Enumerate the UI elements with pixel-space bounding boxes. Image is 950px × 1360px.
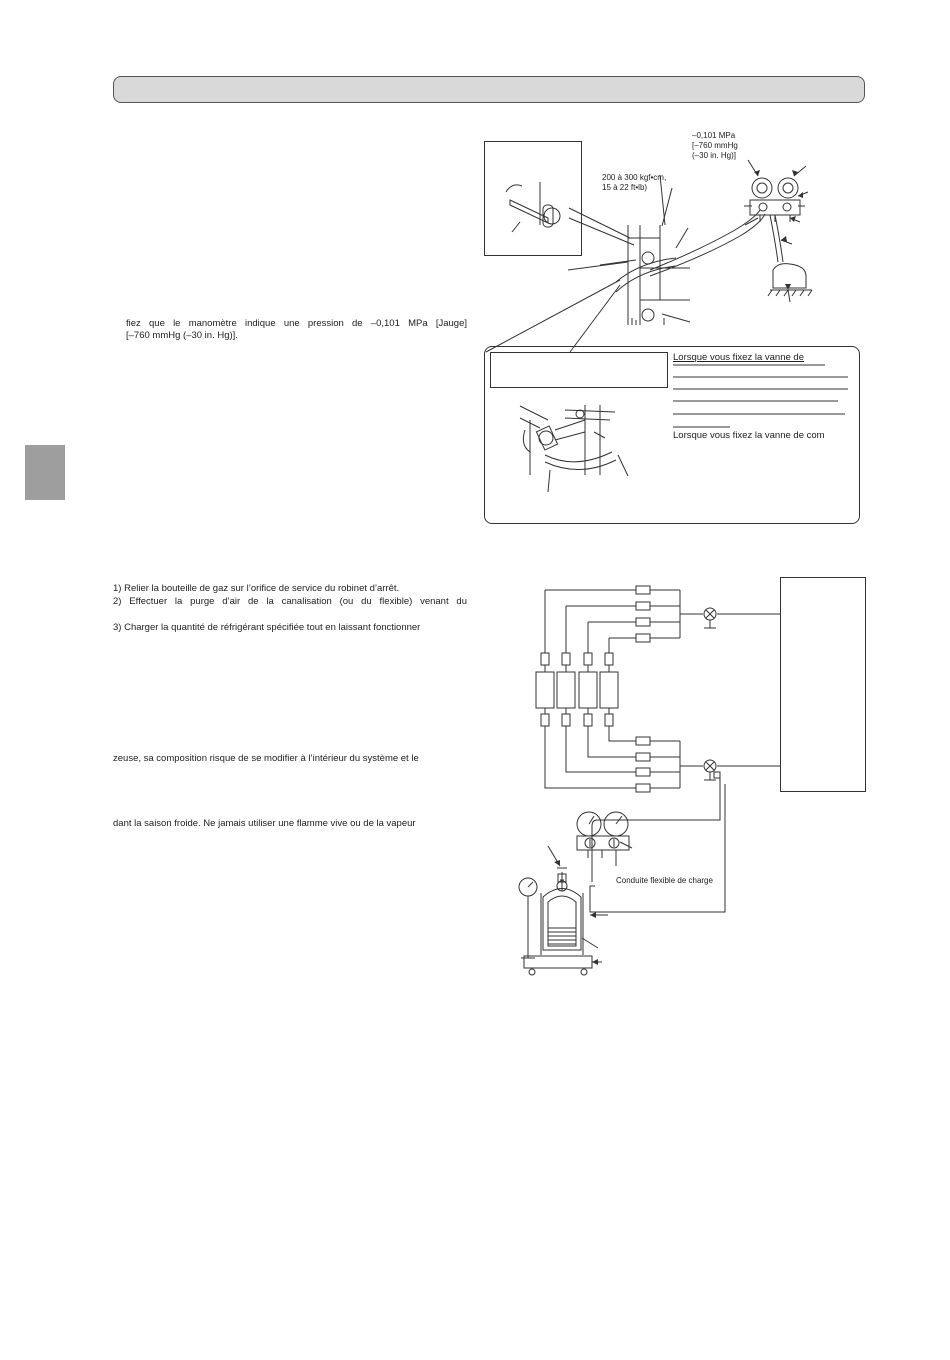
torque-label-2: 15 à 22 ft•lb) [602, 183, 648, 192]
valve-detail-icon [506, 182, 560, 232]
vacuum-pump-icon [768, 264, 812, 296]
charge-hose-label: Conduite flexible de charge [616, 876, 713, 885]
callout-text-line-2: Lorsque vous fixez la vanne de com [673, 430, 825, 441]
charge-note-line-2: dant la saison froide. Ne jamais utiliser une flamme vive ou de la vapeur [113, 818, 416, 829]
service-valve-detail [520, 405, 628, 492]
gauge-pressure-label-2: [–760 mmHg [692, 141, 738, 150]
torque-label-1: 200 à 300 kgf•cm, [602, 173, 667, 182]
pressure-instruction-line: fiez que le manomètre indique une pression de –0,101 MPa [Jauge] [126, 318, 467, 329]
callout-text-line-1: Lorsque vous fixez la vanne de [673, 352, 804, 363]
gauge-pressure-label-3: (–30 in. Hg)] [692, 151, 737, 160]
manifold-gauge-top [750, 178, 800, 222]
refrigerant-cylinder-icon [519, 868, 592, 975]
charge-step-3: 3) Charger la quantité de réfrigérant spécifiée tout en laissant fonctionner [113, 622, 421, 633]
pressure-instruction-line-2: [–760 mmHg (–30 in. Hg)]. [126, 330, 238, 341]
charge-note-line-1: zeuse, sa composition risque de se modifier à l’intérieur du système et le [113, 753, 419, 764]
gauge-pressure-label-1: –0,101 MPa [692, 131, 736, 140]
charge-step-1: 1) Relier la bouteille de gaz sur l’orifice de service du robinet d’arrêt. [113, 583, 400, 594]
stop-valve-assembly [568, 225, 690, 325]
charge-step-2: 2) Effectuer la purge d’air de la canalisation (ou du flexible) venant du [113, 596, 467, 607]
refrigerant-piping-schematic [536, 586, 780, 912]
